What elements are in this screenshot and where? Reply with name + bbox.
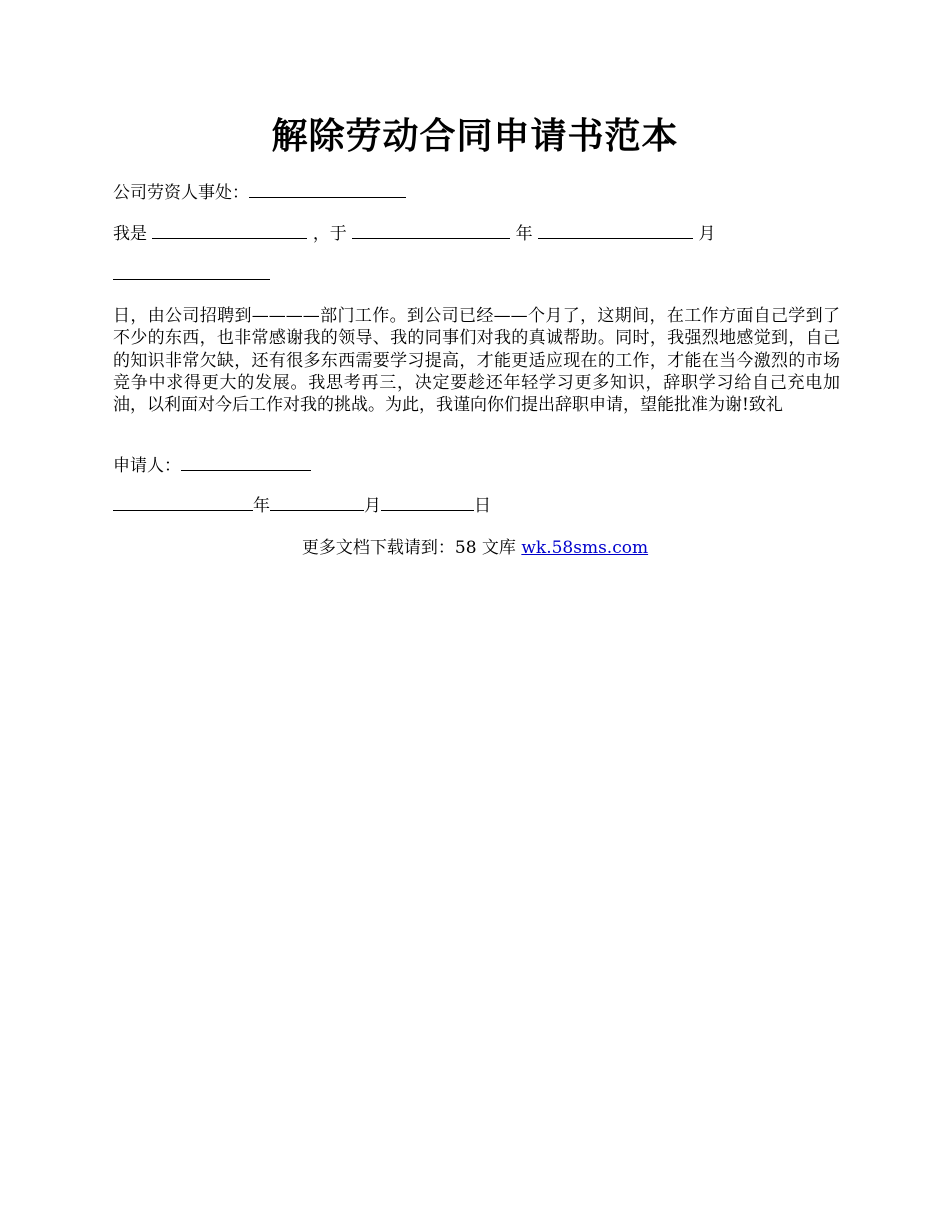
applicant-label: 申请人： (113, 456, 181, 476)
intro-day-line (113, 263, 270, 287)
date-month-blank[interactable] (270, 494, 364, 511)
department-blank[interactable] (249, 181, 406, 198)
footer-link[interactable]: wk.58sms.com (521, 538, 649, 558)
intro-year-blank[interactable] (352, 222, 510, 239)
date-year-label: 年 (253, 496, 270, 516)
intro-month-label: 月 (698, 224, 716, 244)
applicant-blank[interactable] (181, 454, 311, 471)
intro-comma: ，于 (312, 224, 347, 244)
body-paragraph: 日，由公司招聘到————部门工作。到公司已经——个月了，这期间，在工作方面自己学到了不少的东西，也非常感谢我的领导、我的同事们对我的真诚帮助。同时，我强烈地感觉到，自己的知识非常欠缺，还有很多东西需要学习提高，才能更适应现在的工作，才能在当今激烈的市场竞争中求得更大的发展。我思考再三，决定要趁还年轻学习更多知识，辞职学习给自己充电加油，以利面对今后工作对我的挑战。为此，我谨向你们提出辞职申请，望能批准为谢!致礼 (113, 306, 840, 416)
date-year-blank[interactable] (113, 494, 253, 511)
date-day-blank[interactable] (381, 494, 474, 511)
date-month-label: 月 (364, 496, 381, 516)
date-day-label: 日 (474, 496, 491, 516)
name-blank[interactable] (152, 222, 307, 239)
applicant-line (113, 454, 311, 478)
intro-line (113, 222, 715, 246)
salutation-line (113, 181, 406, 205)
footer-text: 更多文档下载请到：58 文库 (301, 538, 522, 558)
intro-day-blank[interactable] (113, 263, 270, 280)
intro-month-blank[interactable] (538, 222, 693, 239)
document-title: 解除劳动合同申请书范本 (271, 115, 679, 157)
footer (0, 536, 950, 560)
date-line (113, 494, 491, 518)
intro-year-label: 年 (515, 224, 533, 244)
salutation-label: 公司劳资人事处： (113, 183, 249, 203)
intro-prefix: 我是 (113, 224, 147, 244)
